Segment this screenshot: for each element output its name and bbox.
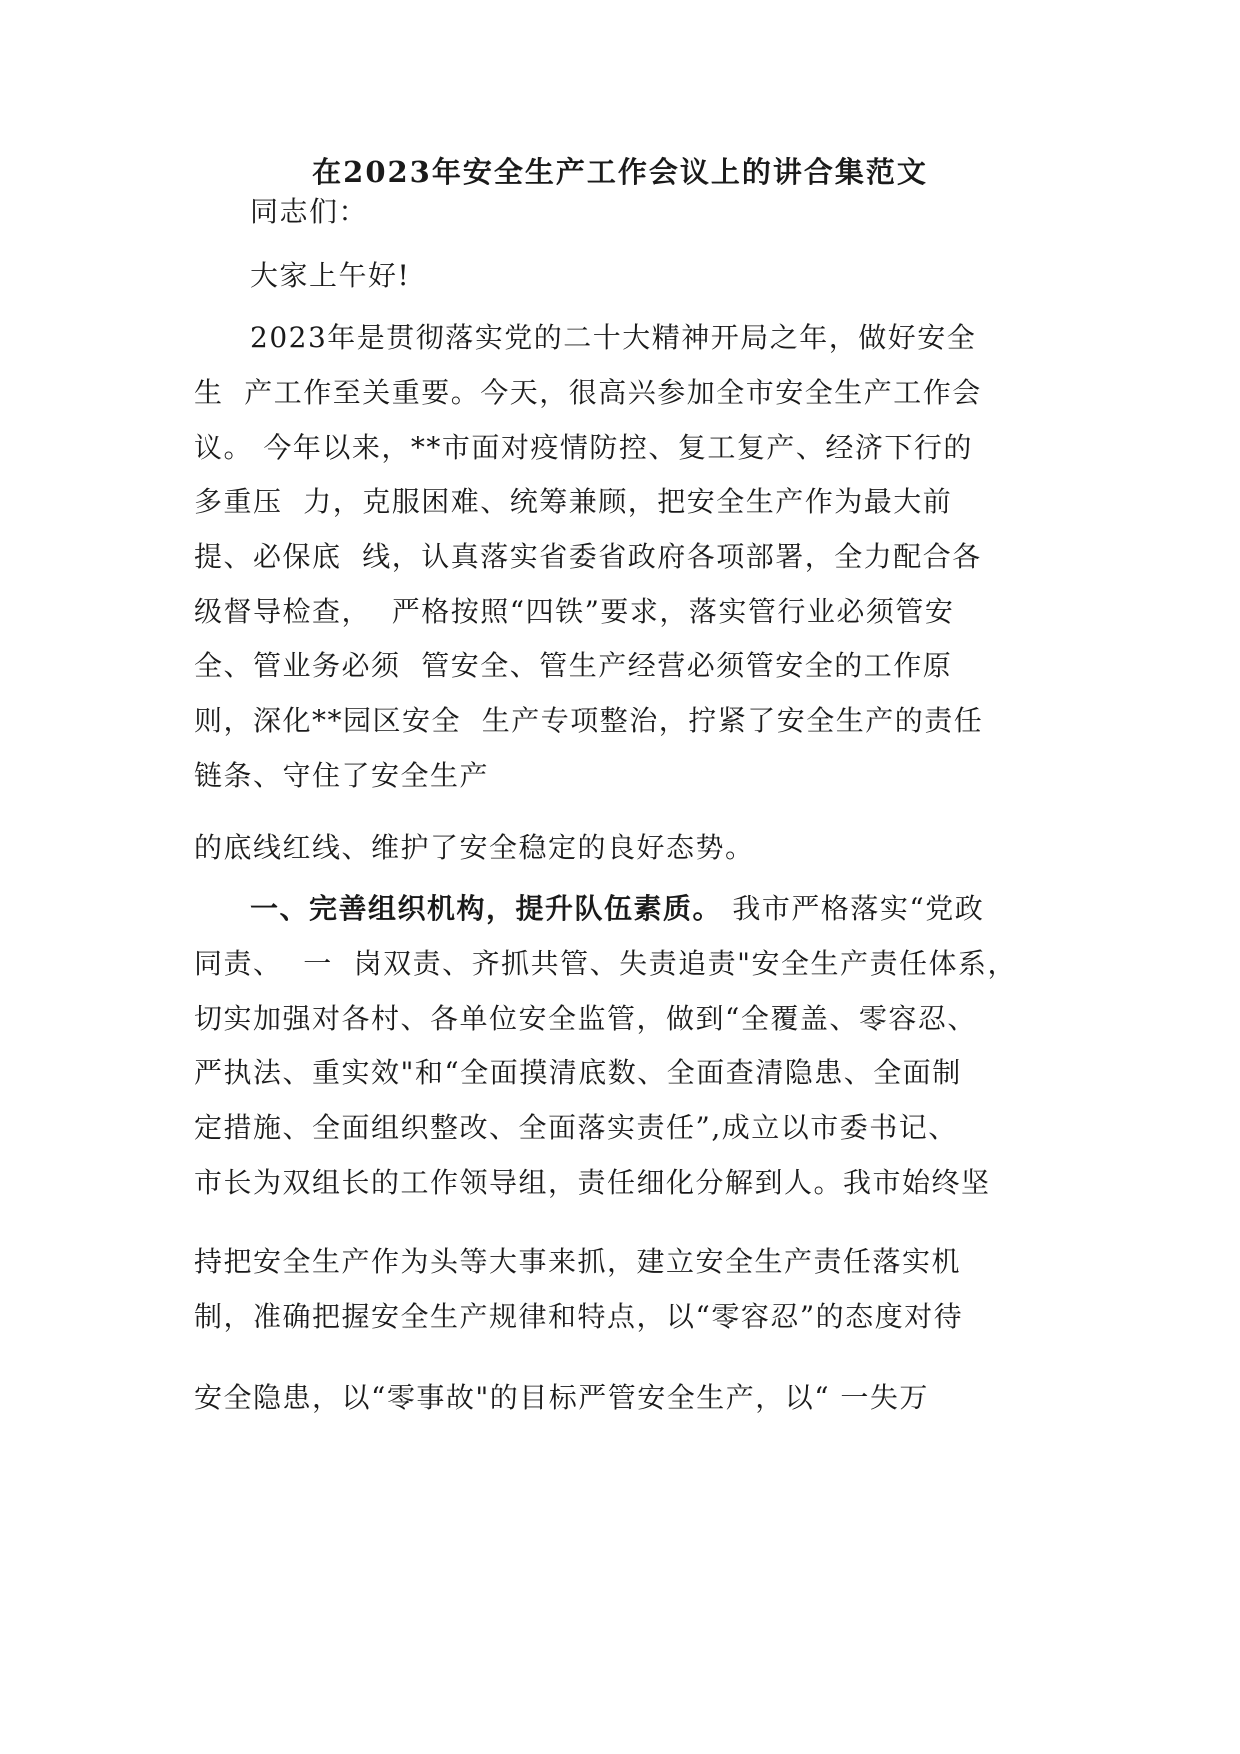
section1-line: 切实加强对各村、各单位安全监管，做到“全覆盖、零容忍、	[194, 1002, 977, 1035]
salutation-line: 大家上午好!	[250, 259, 411, 292]
section1-first-line	[250, 889, 984, 929]
paragraph1-line: 链条、守住了安全生产	[194, 759, 490, 792]
section1-first-line-text: 我市严格落实“党政	[722, 892, 985, 925]
paragraph1-line: 生 产工作至关重要。今天，很高兴参加全市安全生产工作会	[194, 376, 982, 409]
section1-line: 制，准确把握安全生产规律和特点，以“零容忍”的态度对待	[194, 1300, 964, 1333]
section1-line: 严执法、重实效"和“全面摸清底数、全面查清隐患、全面制	[194, 1056, 962, 1089]
greeting-line: 同志们：	[250, 195, 369, 228]
paragraph1-line: 多重压 力，克服困难、统筹兼顾，把安全生产作为最大前	[194, 485, 953, 518]
section1-line: 持把安全生产作为头等大事来抓，建立安全生产责任落实机	[194, 1245, 962, 1278]
paragraph1-line: 提、必保底 线，认真落实省委省政府各项部署，全力配合各	[194, 540, 982, 573]
section1-heading: 一、完善组织机构，提升队伍素质。	[250, 892, 723, 925]
paragraph1-line: 2023年是贯彻落实党的二十大精神开局之年，做好安全	[250, 321, 977, 354]
document-title: 在2023年安全生产工作会议上的讲合集范文	[312, 155, 928, 189]
section1-line: 同责、 一 岗双责、齐抓共管、失责追责"安全生产责任体系，	[194, 947, 1017, 980]
paragraph1-line: 则，深化**园区安全 生产专项整治，拧紧了安全生产的责任	[194, 704, 984, 737]
section1-line: 定措施、全面组织整改、全面落实责任”,成立以市委书记、	[194, 1111, 958, 1144]
section1-line: 安全隐患，以“零事故"的目标严管安全生产，以“ 一失万	[194, 1381, 929, 1414]
paragraph1-line: 议。 今年以来，**市面对疫情防控、复工复产、经济下行的	[194, 431, 973, 464]
section1-line: 市长为双组长的工作领导组，责任细化分解到人。我市始终坚	[194, 1166, 991, 1199]
paragraph1-line: 级督导检查， 严格按照“四铁”要求，落实管行业必须管安	[194, 595, 955, 628]
paragraph1-line: 全、管业务必须 管安全、管生产经营必须管安全的工作原	[194, 649, 953, 682]
paragraph1-line: 的底线红线、维护了安全稳定的良好态势。	[194, 831, 755, 864]
